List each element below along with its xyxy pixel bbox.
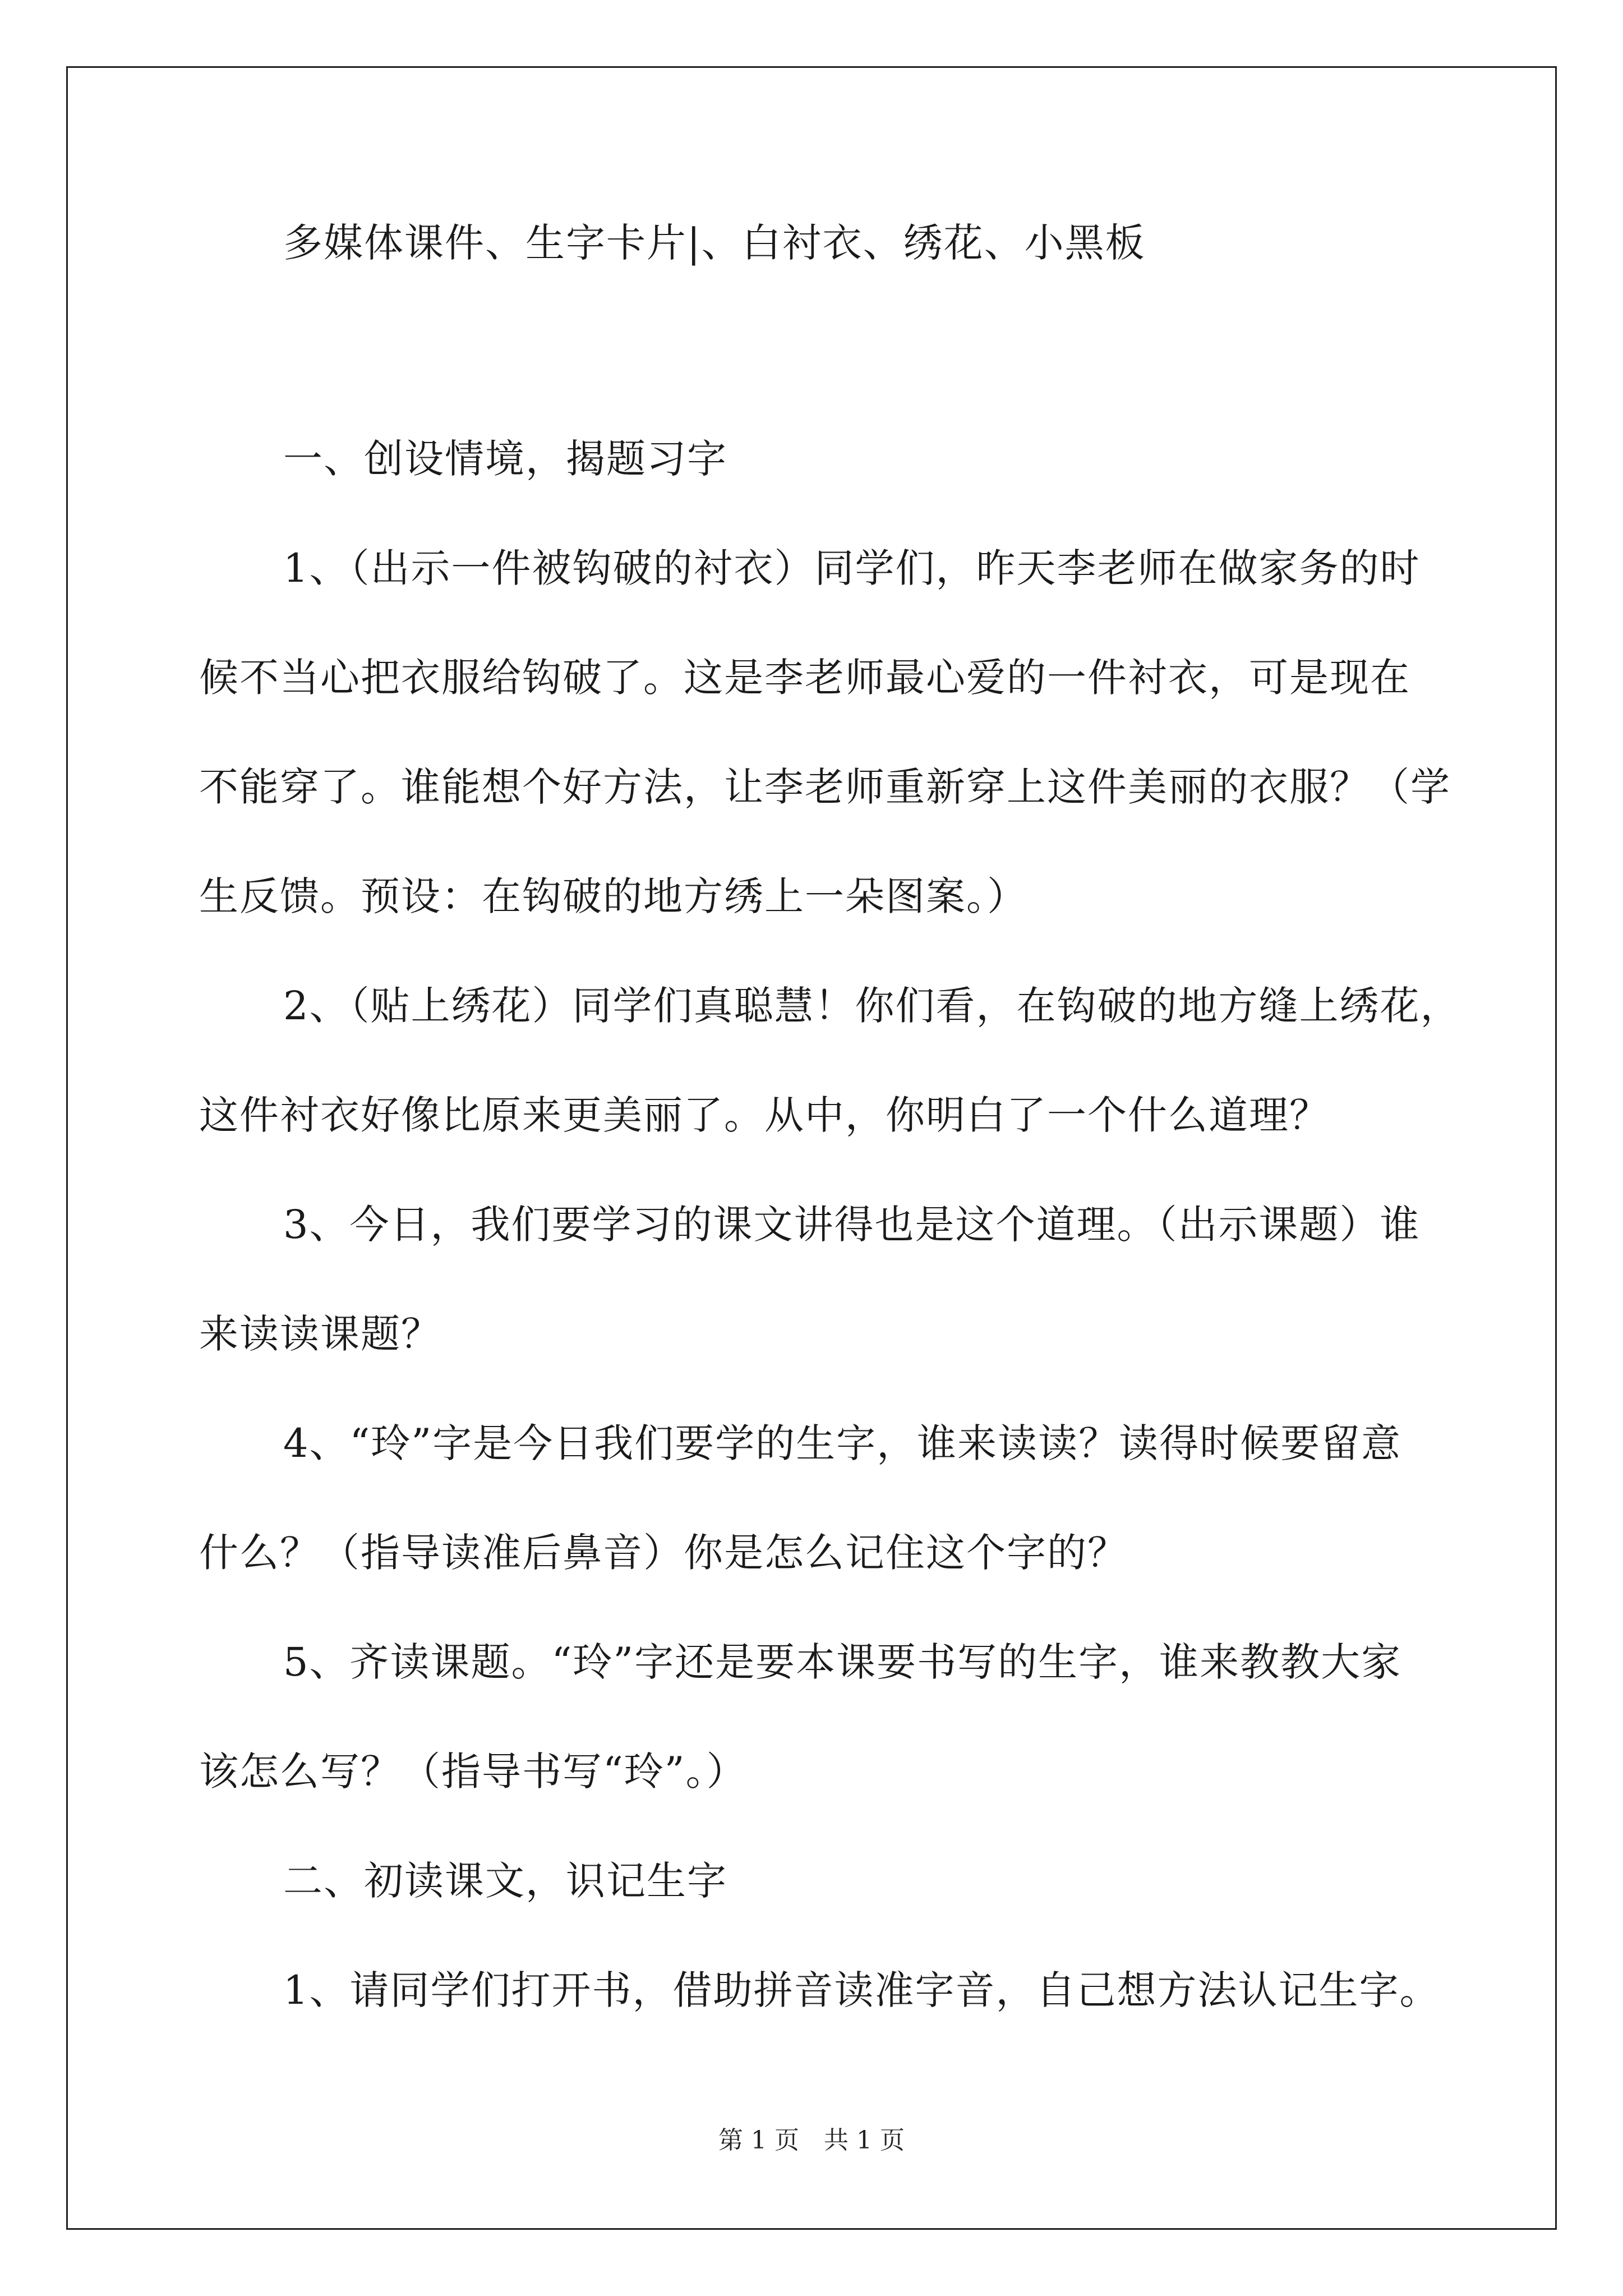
page-border (66, 66, 1557, 2230)
paragraph-line: 这件衬衣好像比原来更美丽了。从中，你明白了一个什么道理？ (199, 1092, 1330, 1138)
materials-line: 多媒体课件、生字卡片|、白衬衣、绣花、小黑板 (283, 220, 1146, 266)
page-number: 第 1 页 共 1 页 (718, 2126, 905, 2155)
paragraph-line: 1、（出示一件被钩破的衬衣）同学们，昨天李老师在做家务的时 (283, 545, 1421, 591)
paragraph-line: 2、（贴上绣花）同学们真聪慧！你们看，在钩破的地方缝上绣花， (283, 983, 1461, 1029)
paragraph-line: 1、请同学们打开书，借助拼音读准字音，自己想方法认记生字。 (283, 1967, 1440, 2013)
paragraph-line: 来读读课题？ (199, 1311, 441, 1357)
paragraph-line: 该怎么写？（指导书写“玲”。） (199, 1749, 747, 1795)
paragraph-line: 什么？（指导读准后鼻音）你是怎么记住这个字的？ (199, 1530, 1128, 1576)
paragraph-line: 3、今日，我们要学习的课文讲得也是这个道理。（出示课题）谁 (283, 1202, 1421, 1248)
section-heading-2: 二、初读课文，识记生字 (283, 1858, 727, 1904)
section-heading-1: 一、创设情境，揭题习字 (283, 436, 727, 482)
paragraph-line: 5、齐读课题。“玲”字还是要本课要书写的生字，谁来教教大家 (283, 1639, 1402, 1685)
paragraph-line: 生反馈。预设：在钩破的地方绣上一朵图案。） (199, 873, 1027, 919)
paragraph-line: 不能穿了。谁能想个好方法，让李老师重新穿上这件美丽的衣服？（学 (199, 764, 1451, 810)
paragraph-line: 候不当心把衣服给钩破了。这是李老师最心爱的一件衬衣，可是现在 (199, 655, 1410, 701)
paragraph-line: 4、“玲”字是今日我们要学的生字，谁来读读？读得时候要留意 (283, 1420, 1402, 1466)
